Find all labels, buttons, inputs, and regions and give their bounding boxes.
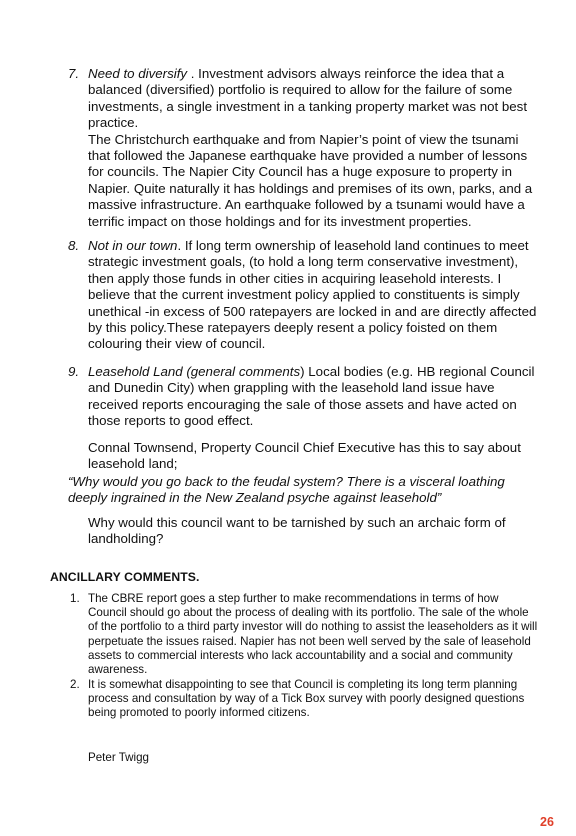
section-heading: ANCILLARY COMMENTS. bbox=[50, 570, 200, 584]
item-text: . Investment advisors always reinforce the idea that a balanced (diversified) portfolio is required to allow for the failure of some investments, a single investment in a tanking property market was not best practice. bbox=[88, 66, 528, 131]
item-7-paragraph-2: The Christchurch earthquake and from Napier’s point of view the tsunami that followed the Japanese earthquake have provided a number of lessons for councils. The Napier City Council has a huge exposure to property in Napier. Quite naturally it has holdings and premises of its own, parks, and a massive infrastructure. An earthquake followed by a tsunami would have a terrific impact on those holdings and for its investment properties. bbox=[88, 131, 533, 229]
ancillary-item-2 bbox=[70, 678, 540, 721]
item-number: 7. bbox=[68, 66, 80, 81]
list-item-9 bbox=[70, 364, 540, 472]
item-9-paragraph-3: Why would this council want to be tarnished by such an archaic form of landholding? bbox=[88, 515, 506, 547]
item-heading: Need to diversify bbox=[88, 66, 188, 81]
ancillary-item-1 bbox=[70, 592, 540, 677]
item-9-paragraph-2: Connal Townsend, Property Council Chief Executive has this to say about leasehold land; bbox=[88, 439, 521, 472]
ancillary-text: It is somewhat disappointing to see that Council is completing its long term planning process and consultation by way of a Tick Box survey with poorly designed questions being promoted to poorly informed citizens. bbox=[88, 678, 525, 720]
list-item-8 bbox=[70, 238, 540, 353]
ancillary-number: 1. bbox=[70, 592, 80, 605]
page-number: 26 bbox=[540, 815, 554, 829]
item-text: . If long term ownership of leasehold land continues to meet strategic investment goals, (to hold a long term conservative investment), then apply those funds in other cities in acquiring leasehold interests. I believe that the current investment policy applied to constituents is simply unethical -in excess of 500 ratepayers are locked in and are directly affected by this policy.These ratepayers deeply resent a policy foisted on them colouring their view of council. bbox=[88, 238, 537, 352]
block-quote: “Why would you go back to the feudal system? There is a visceral loathing deeply ingrained in the New Zealand psyche against leasehold” bbox=[68, 474, 505, 506]
signature: Peter Twigg bbox=[88, 751, 150, 764]
item-9-paragraph-1 bbox=[88, 364, 540, 430]
item-8-paragraph bbox=[88, 238, 540, 353]
item-number: 8. bbox=[68, 238, 80, 253]
item-7-paragraph-1 bbox=[88, 66, 540, 132]
list-item-7 bbox=[70, 66, 540, 230]
item-text: ) Local bodies (e.g. HB regional Council and Dunedin City) when grappling with the leasehold land issue have received reports encouraging the sale of those assets and have acted on those reports to good effect. bbox=[88, 364, 535, 429]
ancillary-number: 2. bbox=[70, 678, 80, 691]
ancillary-text: The CBRE report goes a step further to make recommendations in terms of how Council should go about the process of dealing with its portfolio. The sale of the whole of the portfolio to a third party investor will do nothing to assist the leaseholders as it will perpetuate the issues raised. Napier has not been well served by the sale of leasehold assets to commercial interests who lack accountability and a social and community awareness. bbox=[88, 592, 538, 677]
item-9-conclusion bbox=[70, 515, 540, 548]
item-number: 9. bbox=[68, 364, 80, 379]
item-heading: Leasehold Land (general comments bbox=[88, 364, 301, 379]
item-heading: Not in our town bbox=[88, 238, 178, 253]
